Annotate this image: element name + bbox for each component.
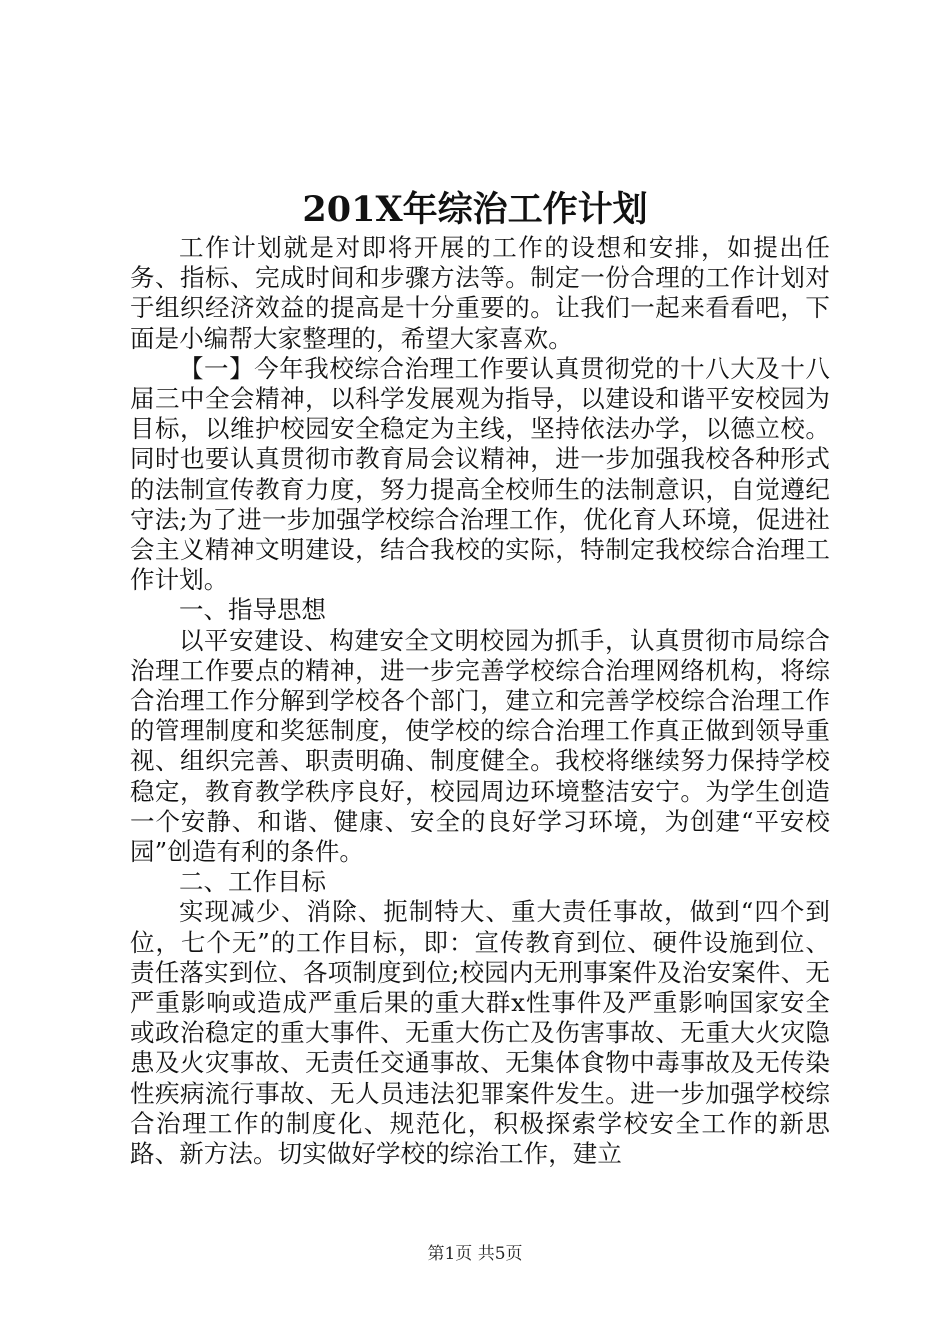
- guiding-ideology-paragraph: 以平安建设、构建安全文明校园为抓手，认真贯彻市局综合治理工作要点的精神，进一步完善学校综合治理网络机构，将综合治理工作分解到学校各个部门，建立和完善学校综合治理工作的管理制度和奖惩制度，使学校的综合治理工作真正做到领导重视、组织完善、职责明确、制度健全。我校将继续努力保持学校稳定，教育教学秩序良好，校园周边环境整洁安宁。为学生创造一个安静、和谐、健康、安全的良好学习环境，为创建“平安校园”创造有利的条件。: [130, 625, 830, 867]
- document-title: 201X年综治工作计划: [302, 189, 648, 230]
- intro-paragraph: 工作计划就是对即将开展的工作的设想和安排，如提出任务、指标、完成时间和步骤方法等。制定一份合理的工作计划对于组织经济效益的提高是十分重要的。让我们一起来看看吧，下面是小编帮大家整理的，希望大家喜欢。: [130, 233, 830, 353]
- section-one-paragraph: 【一】今年我校综合治理工作要认真贯彻党的十八大及十八届三中全会精神，以科学发展观为指导，以建设和谐平安校园为目标，以维护校园安全稳定为主线，坚持依法办学，以德立校。同时也要认真贯彻市教育局会议精神，进一步加强我校各种形式的法制宣传教育力度，努力提高全校师生的法制意识，自觉遵纪守法;为了进一步加强学校综合治理工作，优化育人环境，促进社会主义精神文明建设，结合我校的实际，特制定我校综合治理工作计划。: [130, 353, 830, 595]
- work-goals-paragraph: 实现减少、消除、扼制特大、重大责任事故，做到“四个到位，七个无”的工作目标，即：宣传教育到位、硬件设施到位、责任落实到位、各项制度到位;校园内无刑事案件及治安案件、无严重影响或造成严重后果的重大群x性事件及严重影响国家安全或政治稳定的重大事件、无重大伤亡及伤害事故、无重大火灾隐患及火灾事故、无责任交通事故、无集体食物中毒事故及无传染性疾病流行事故、无人员违法犯罪案件发生。进一步加强学校综合治理工作的制度化、规范化，积极探索学校安全工作的新思路、新方法。切实做好学校的综治工作，建立: [130, 897, 830, 1169]
- document-body: [130, 233, 830, 1169]
- heading-work-goals: 二、工作目标: [179, 867, 326, 897]
- heading-guiding-ideology: 一、指导思想: [179, 595, 326, 625]
- page-number-footer: 第1页 共5页: [427, 1244, 523, 1264]
